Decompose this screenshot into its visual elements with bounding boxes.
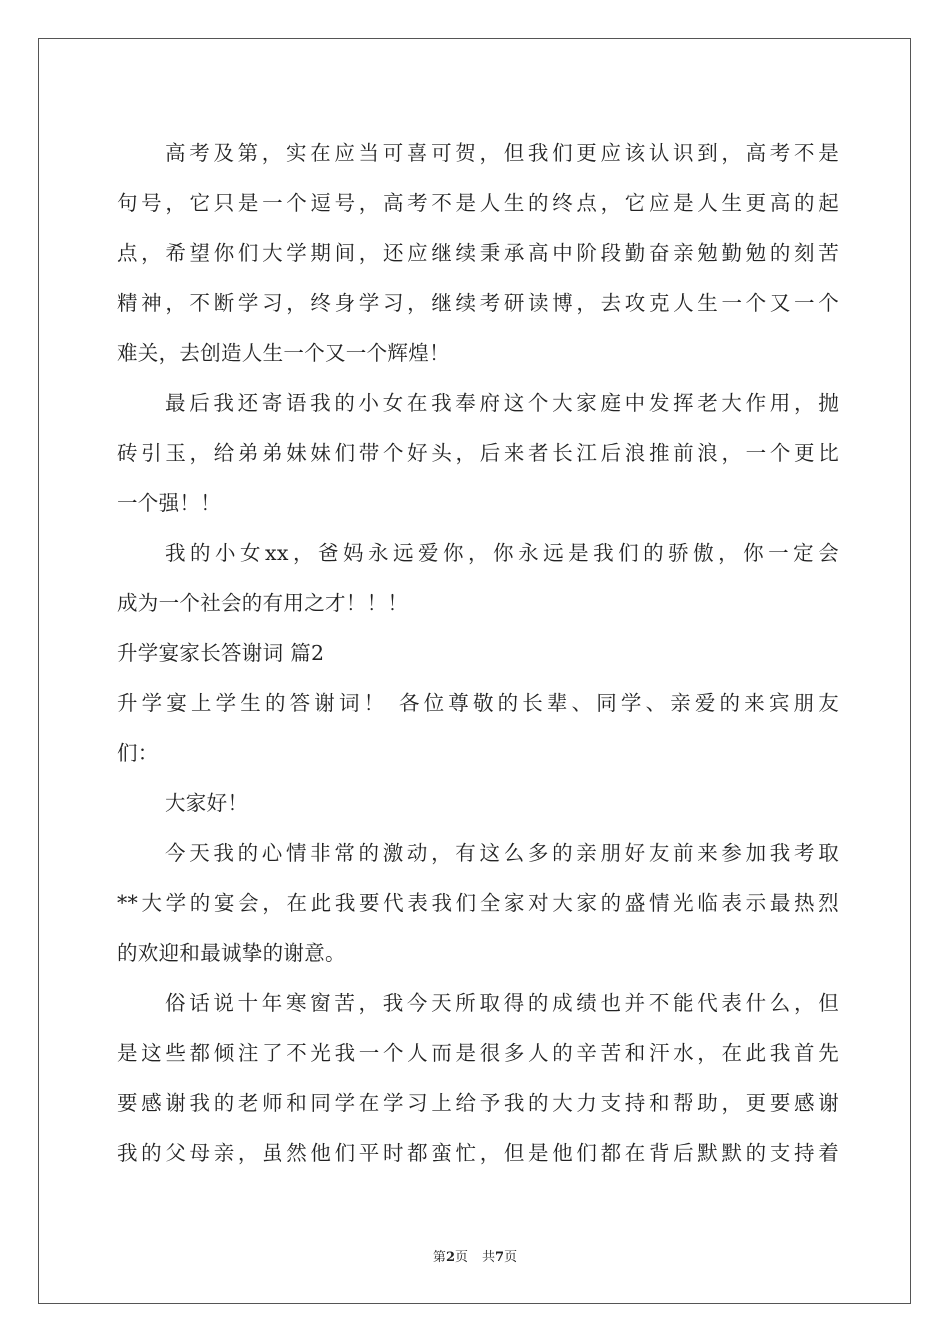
paragraph-line: 成为一个社会的有用之才！！！ bbox=[117, 591, 409, 615]
paragraph-line: 精神，不断学习，终身学习，继续考研读博，去攻克人生一个又一个 bbox=[117, 291, 839, 315]
section-heading: 升学宴家长答谢词 篇2 bbox=[117, 641, 325, 665]
paragraph-line: 我的父母亲，虽然他们平时都蛮忙，但是他们都在背后默默的支持着 bbox=[117, 1141, 839, 1165]
paragraph-line: 最后我还寄语我的小女在我奉府这个大家庭中发挥老大作用，抛 bbox=[165, 391, 839, 415]
page-indicator: 第2页 bbox=[432, 1250, 468, 1265]
paragraph-line: **大学的宴会，在此我要代表我们全家对大家的盛情光临表示最热烈 bbox=[117, 891, 839, 915]
paragraph-line: 我的小女xx，爸妈永远爱你，你永远是我们的骄傲，你一定会 bbox=[165, 541, 839, 565]
paragraph-line: 的欢迎和最诚挚的谢意。 bbox=[117, 941, 346, 965]
paragraph-line: 砖引玉，给弟弟妹妹们带个好头，后来者长江后浪推前浪，一个更比 bbox=[117, 441, 839, 465]
page-footer bbox=[0, 1246, 950, 1265]
paragraph-line: 要感谢我的老师和同学在学习上给予我的大力支持和帮助，更要感谢 bbox=[117, 1091, 839, 1115]
paragraph-line: 升学宴上学生的答谢词！ 各位尊敬的长辈、同学、亲爱的来宾朋友 bbox=[117, 691, 839, 715]
total-pages-indicator: 共7页 bbox=[482, 1250, 518, 1265]
paragraph-line: 们： bbox=[117, 741, 159, 765]
greeting-line: 大家好！ bbox=[165, 791, 249, 815]
paragraph-line: 俗话说十年寒窗苦，我今天所取得的成绩也并不能代表什么，但 bbox=[165, 991, 839, 1015]
paragraph-line: 难关，去创造人生一个又一个辉煌！ bbox=[117, 341, 450, 365]
paragraph-line: 句号，它只是一个逗号，高考不是人生的终点，它应是人生更高的起 bbox=[117, 191, 839, 215]
paragraph-line: 点，希望你们大学期间，还应继续秉承高中阶段勤奋亲勉勤勉的刻苦 bbox=[117, 241, 839, 265]
paragraph-line: 高考及第，实在应当可喜可贺，但我们更应该认识到，高考不是 bbox=[165, 141, 839, 165]
paragraph-line: 是这些都倾注了不光我一个人而是很多人的辛苦和汗水，在此我首先 bbox=[117, 1041, 839, 1065]
paragraph-line: 一个强！！ bbox=[117, 491, 221, 515]
paragraph-line: 今天我的心情非常的激动，有这么多的亲朋好友前来参加我考取 bbox=[165, 841, 839, 865]
